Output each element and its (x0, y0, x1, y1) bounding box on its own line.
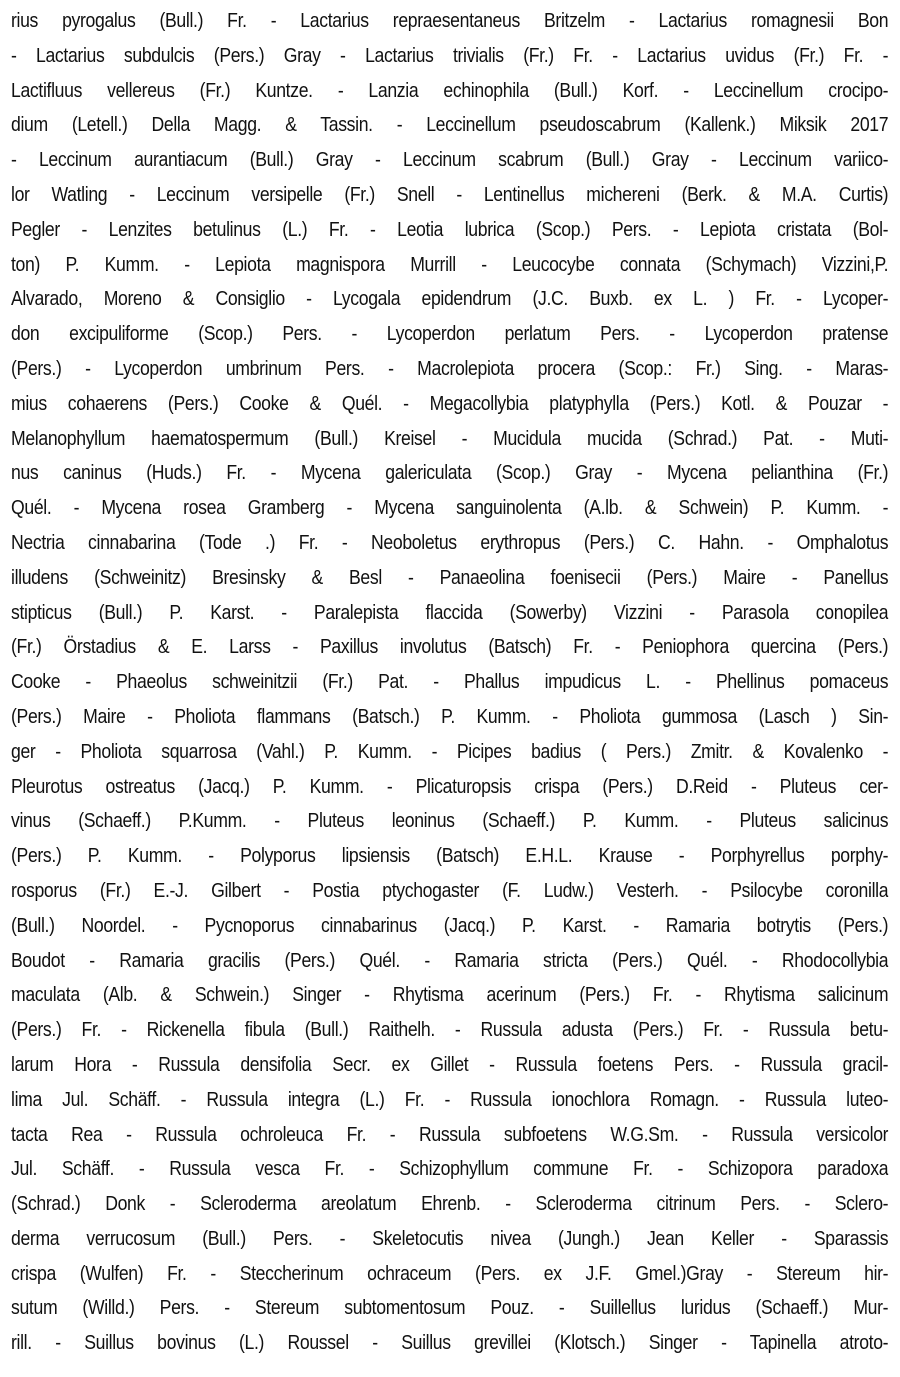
text-line: (Schrad.) Donk - Scleroderma areolatum Ehrenb. - Scleroderma citrinum Pers. - Sclero- (11, 1192, 889, 1216)
text-line: Alvarado, Moreno & Consiglio - Lycogala epidendrum (J.C. Buxb. ex L. ) Fr. - Lycoper- (11, 287, 889, 311)
text-line: derma verrucosum (Bull.) Pers. - Skeletocutis nivea (Jungh.) Jean Keller - Sparassis (11, 1226, 889, 1250)
text-line: (Pers.) P. Kumm. - Polyporus lipsiensis (Batsch) E.H.L. Krause - Porphyrellus porphy- (11, 844, 889, 868)
text-line: vinus (Schaeff.) P.Kumm. - Pluteus leoninus (Schaeff.) P. Kumm. - Pluteus salicinus (11, 809, 889, 833)
text-line: rius pyrogalus (Bull.) Fr. - Lactarius repraesentaneus Britzelm - Lactarius romagnesii Bon (11, 9, 889, 32)
text-line: dium (Letell.) Della Magg. & Tassin. - Leccinellum pseudoscabrum (Kallenk.) Miksik 2017 (11, 113, 889, 137)
text-line: maculata (Alb. & Schwein.) Singer - Rhytisma acerinum (Pers.) Fr. - Rhytisma salicinum (11, 983, 889, 1007)
text-line: Cooke - Phaeolus schweinitzii (Fr.) Pat. - Phallus impudicus L. - Phellinus pomaceus (11, 670, 889, 694)
text-line: larum Hora - Russula densifolia Secr. ex Gillet - Russula foetens Pers. - Russula gracil- (11, 1052, 889, 1076)
text-line: mius cohaerens (Pers.) Cooke & Quél. - Megacollybia platyphylla (Pers.) Kotl. & Pouzar - (11, 391, 889, 415)
text-line: illudens (Schweinitz) Bresinsky & Besl - Panaeolina foenisecii (Pers.) Maire - Panellus (11, 565, 889, 589)
document-page (11, 4, 889, 1361)
text-line: crispa (Wulfen) Fr. - Steccherinum ochraceum (Pers. ex J.F. Gmel.)Gray - Stereum hir- (11, 1261, 889, 1285)
text-line: sutum (Willd.) Pers. - Stereum subtomentosum Pouz. - Suillellus luridus (Schaeff.) Mur- (11, 1296, 889, 1320)
text-line: Jul. Schäff. - Russula vesca Fr. - Schizophyllum commune Fr. - Schizopora paradoxa (11, 1157, 889, 1181)
text-line: tacta Rea - Russula ochroleuca Fr. - Russula subfoetens W.G.Sm. - Russula versicolor (11, 1122, 889, 1146)
text-line: lima Jul. Schäff. - Russula integra (L.) Fr. - Russula ionochlora Romagn. - Russula luteo- (11, 1087, 889, 1111)
text-line: ton) P. Kumm. - Lepiota magnispora Murrill - Leucocybe connata (Schymach) Vizzini,P. (11, 252, 889, 276)
text-line: rill. - Suillus bovinus (L.) Roussel - Suillus grevillei (Klotsch.) Singer - Tapinella atroto- (11, 1331, 889, 1355)
text-line: Boudot - Ramaria gracilis (Pers.) Quél. - Ramaria stricta (Pers.) Quél. - Rhodocollybia (11, 948, 889, 972)
text-line: don excipuliforme (Scop.) Pers. - Lycoperdon perlatum Pers. - Lycoperdon pratense (11, 322, 889, 346)
text-line: - Leccinum aurantiacum (Bull.) Gray - Leccinum scabrum (Bull.) Gray - Leccinum variico- (11, 148, 889, 172)
text-line: Quél. - Mycena rosea Gramberg - Mycena sanguinolenta (A.lb. & Schwein) P. Kumm. - (11, 496, 889, 520)
text-line: (Pers.) Fr. - Rickenella fibula (Bull.) Raithelh. - Russula adusta (Pers.) Fr. - Russula betu- (11, 1018, 889, 1042)
text-line: Pegler - Lenzites betulinus (L.) Fr. - Leotia lubrica (Scop.) Pers. - Lepiota cristata (Bol- (11, 217, 889, 241)
text-line: rosporus (Fr.) E.-J. Gilbert - Postia ptychogaster (F. Ludw.) Vesterh. - Psilocybe coronilla (11, 878, 889, 902)
text-line: nus caninus (Huds.) Fr. - Mycena galericulata (Scop.) Gray - Mycena pelianthina (Fr.) (11, 461, 889, 485)
text-line: Pleurotus ostreatus (Jacq.) P. Kumm. - Plicaturopsis crispa (Pers.) D.Reid - Pluteus cer- (11, 774, 889, 798)
text-line: Melanophyllum haematospermum (Bull.) Kreisel - Mucidula mucida (Schrad.) Pat. - Muti- (11, 426, 889, 450)
text-line: Nectria cinnabarina (Tode .) Fr. - Neoboletus erythropus (Pers.) C. Hahn. - Omphalotus (11, 530, 889, 554)
text-line: (Fr.) Örstadius & E. Larss - Paxillus involutus (Batsch) Fr. - Peniophora quercina (Pers.) (11, 635, 889, 659)
text-line: lor Watling - Leccinum versipelle (Fr.) Snell - Lentinellus michereni (Berk. & M.A. Curtis) (11, 182, 889, 206)
text-line: ger - Pholiota squarrosa (Vahl.) P. Kumm. - Picipes badius ( Pers.) Zmitr. & Kovalenko - (11, 739, 889, 763)
species-list-paragraph (11, 4, 889, 1361)
text-line: stipticus (Bull.) P. Karst. - Paralepista flaccida (Sowerby) Vizzini - Parasola conopilea (11, 600, 889, 624)
text-line: (Pers.) Maire - Pholiota flammans (Batsch.) P. Kumm. - Pholiota gummosa (Lasch ) Sin- (11, 704, 889, 728)
text-line: (Pers.) - Lycoperdon umbrinum Pers. - Macrolepiota procera (Scop.: Fr.) Sing. - Maras- (11, 356, 889, 380)
text-line: (Bull.) Noordel. - Pycnoporus cinnabarinus (Jacq.) P. Karst. - Ramaria botrytis (Pers.) (11, 913, 889, 937)
text-line: - Lactarius subdulcis (Pers.) Gray - Lactarius trivialis (Fr.) Fr. - Lactarius uvidus (Fr.) Fr. - (11, 43, 889, 67)
text-line: Lactifluus vellereus (Fr.) Kuntze. - Lanzia echinophila (Bull.) Korf. - Leccinellum crocipo- (11, 78, 889, 102)
